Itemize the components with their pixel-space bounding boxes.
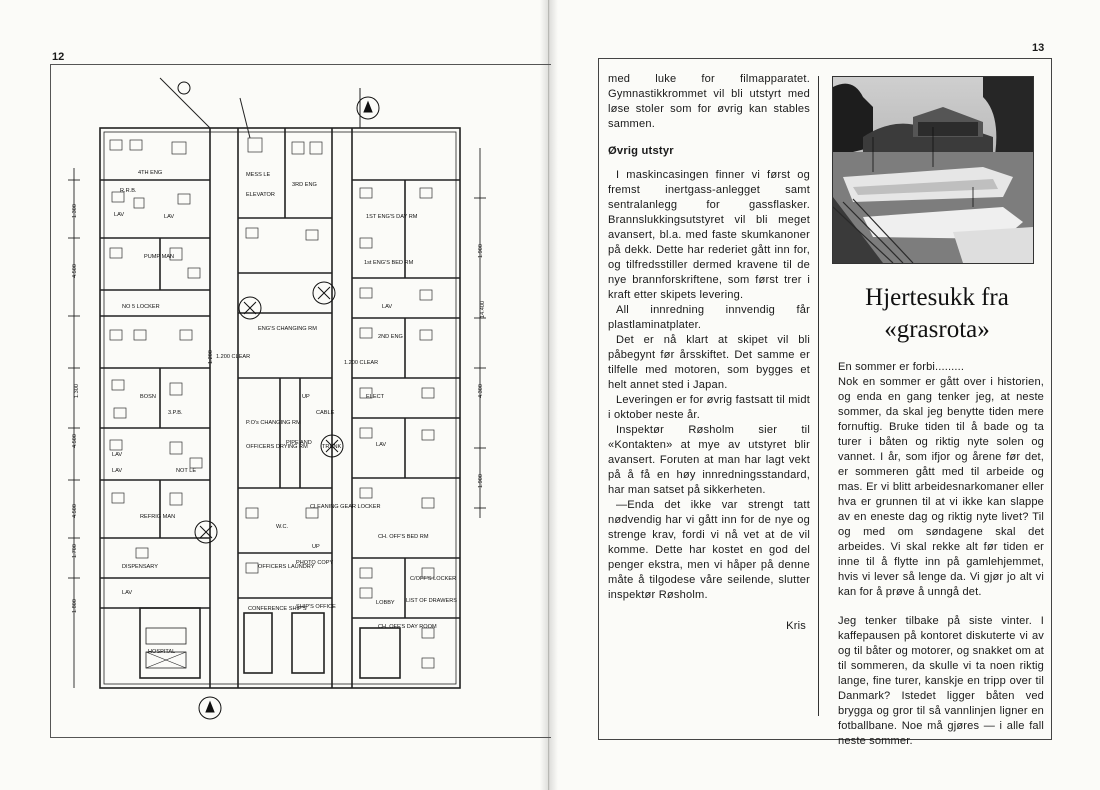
harbor-photo	[832, 76, 1034, 264]
paragraph: Leveringen er for øvrig fastsatt til midt i oktober neste år.	[608, 394, 810, 421]
article-column-1	[608, 72, 810, 634]
plan-label: 1.900	[478, 244, 484, 258]
plan-label: UP	[302, 394, 310, 400]
plan-label: 14.400	[480, 300, 486, 318]
plan-label: 4TH ENG	[138, 170, 163, 176]
plan-label: 1.300	[72, 204, 78, 218]
plan-label: HOSPITAL	[148, 649, 176, 655]
plan-label: ENG'S CHANGING RM	[258, 326, 317, 332]
author-signature: Kris	[786, 620, 806, 632]
plan-label: 4.300	[478, 384, 484, 398]
plan-label: UP	[312, 544, 320, 550]
plan-label: 1.200 CLEAR	[216, 354, 251, 360]
plan-label: 1ST ENG'S DAY RM	[366, 214, 418, 220]
plan-label: LIST OF DRAWERS	[406, 598, 457, 604]
plan-label: 1.700	[72, 544, 78, 558]
plan-label: CABLE	[316, 410, 335, 416]
plan-label: CH. OFF'S DAY ROOM	[378, 624, 437, 630]
plan-label: 1.900	[478, 474, 484, 488]
plan-label: ELEVATOR	[246, 192, 275, 198]
plan-label: NOT LE	[176, 468, 197, 474]
plan-label: ELECT	[366, 394, 385, 400]
plan-label: 1.300	[74, 384, 80, 398]
deck-plan-drawing	[60, 68, 490, 728]
plan-label: LAV	[164, 214, 175, 220]
plan-label: C/OFF'S LOCKER	[410, 576, 457, 582]
plan-label: 4.500	[72, 264, 78, 278]
plan-label: LAV	[112, 452, 123, 458]
plan-label: CH. OFF'S BED RM	[378, 534, 429, 540]
plan-label: 3.P.B.	[168, 410, 183, 416]
paragraph: Nok en sommer er gått over i historien, og enda en gang tenker jeg, at neste sommer, da skal jeg benytte tiden mere fornuftig. Bruke tiden til å bade og ta turer i båten og riktig nyte solen og vannet. I år, som ifjor og årene før det, er sommeren gått med til arbeide og mas. Er vi blitt arbeidesnarkomaner eller hva er grunnen til at vi ikke kan slappe av en eneste dag og riktig nyte livet? Til og med om søndagene skal det arbeides. Vi skal rekke alt før tiden er inne til å flytte inn på gamlehjemmet, hvis vi lever så lenge da. Vi gjør jo alt vi kan for å prøve å unngå det.	[838, 376, 1044, 598]
paragraph: I maskincasingen finner vi først og fremst inertgass-anlegget samt sentralanlegg for gassflasker. Brannslukkingsutstyret vil bli meget avansert, bl.a. med faste skumkanoner på dekk. Dette har rederiet gått inn for, og tilfredsstiller dermed kravene til de nye brannforskriftene, som først trer i kraft etter skipets levering.	[608, 169, 810, 301]
plan-label: CLEANING GEAR LOCKER	[310, 504, 381, 510]
plan-label: 1.200	[208, 350, 214, 364]
paragraph: Jeg tenker tilbake på siste vinter. I kaffepausen på kontoret diskuterte vi av og til båter og motorer, og snakket om at til sommeren, da skulle vi ta noen riktig lange, fine turer, kanskje en tripp over til Danmark? Istedet ligger båten ved brygga og gror til så vannlinjen ligner en fotballbane. Noe må gjøres — i alle fall neste sommer.	[838, 615, 1044, 747]
plan-label: LAV	[376, 442, 387, 448]
intro-line: En sommer er forbi.........	[838, 361, 965, 373]
plan-label: LAV	[122, 590, 133, 596]
page-number-left: 12	[52, 51, 65, 63]
plan-label: R.R.B.	[120, 188, 137, 194]
headline-line-2: «grasrota»	[884, 316, 990, 343]
plan-label: PHOTO COPY	[296, 560, 334, 566]
plan-label: 1st ENG'S BED RM	[364, 260, 414, 266]
plan-label: 2ND ENG	[378, 334, 403, 340]
paragraph: med luke for filmapparatet. Gymnastikkrommet vil bli utstyrt med løse stoler som for øvrig kan stables sammen.	[608, 73, 810, 130]
plan-label: OFFICERS LAUNDRY	[258, 564, 315, 570]
plan-label: REFRIG MAN	[140, 514, 176, 520]
plan-label: 4.500	[72, 504, 78, 518]
plan-label: TRUNK	[322, 444, 342, 450]
plan-label: 1.200 CLEAR	[344, 360, 379, 366]
paragraph: Det er nå klart at skipet vil bli påbegynt før årsskiftet. Det samme er tilfelle med motoren, som bygges et helt annet sted i Japan.	[608, 334, 810, 391]
paragraph: All innredning innvendig får plastlaminatplater.	[608, 304, 810, 331]
article-column-2	[838, 360, 1044, 749]
page-number-right: 13	[1032, 42, 1045, 54]
plan-label: BOSN	[140, 394, 156, 400]
plan-label: W.C.	[276, 524, 289, 530]
plan-label: 4.500	[72, 434, 78, 448]
plan-label: 1.800	[72, 599, 78, 613]
headline	[842, 282, 1032, 346]
plan-label: CONFERENCE SHIP'S	[248, 606, 307, 612]
column-divider	[818, 76, 819, 716]
plan-label: PUMP MAN	[144, 254, 175, 260]
plan-label: LAV	[114, 212, 125, 218]
plan-label: 3RD ENG	[292, 182, 317, 188]
plan-label: NO 5 LOCKER	[122, 304, 160, 310]
plan-label: P.O's CHANGING RM	[246, 420, 301, 426]
paragraph: Inspektør Røsholm sier til «Kontakten» at mye av utstyret blir avansert. Foruten at man har lagt vekt på å få en høy innredningsstandard, har man satset på sikkerheten.	[608, 424, 810, 496]
plan-label: LAV	[382, 304, 393, 310]
plan-label: OFFICERS DRYING RM	[246, 444, 308, 450]
headline-line-1: Hjertesukk fra	[865, 284, 1009, 311]
plan-label: SHIP'S OFFICE	[296, 604, 336, 610]
plan-label: LAV	[112, 468, 123, 474]
plan-label: LOBBY	[376, 600, 395, 606]
plan-label: MESS LE	[246, 172, 271, 178]
section-heading: Øvrig utstyr	[608, 145, 674, 157]
paragraph: —Enda det ikke var strengt tatt nødvendig har vi gått inn for de nye og strenge krav, fordi vi nå vet at de vil komme. Dette har kostet en god del penger ekstra, men vi håper på denne måte å tilgodese våre seilende, slutter inspektør Røsholm.	[608, 499, 810, 601]
plan-label: DISPENSARY	[122, 564, 158, 570]
plan-label: PIPE AND	[286, 440, 312, 446]
